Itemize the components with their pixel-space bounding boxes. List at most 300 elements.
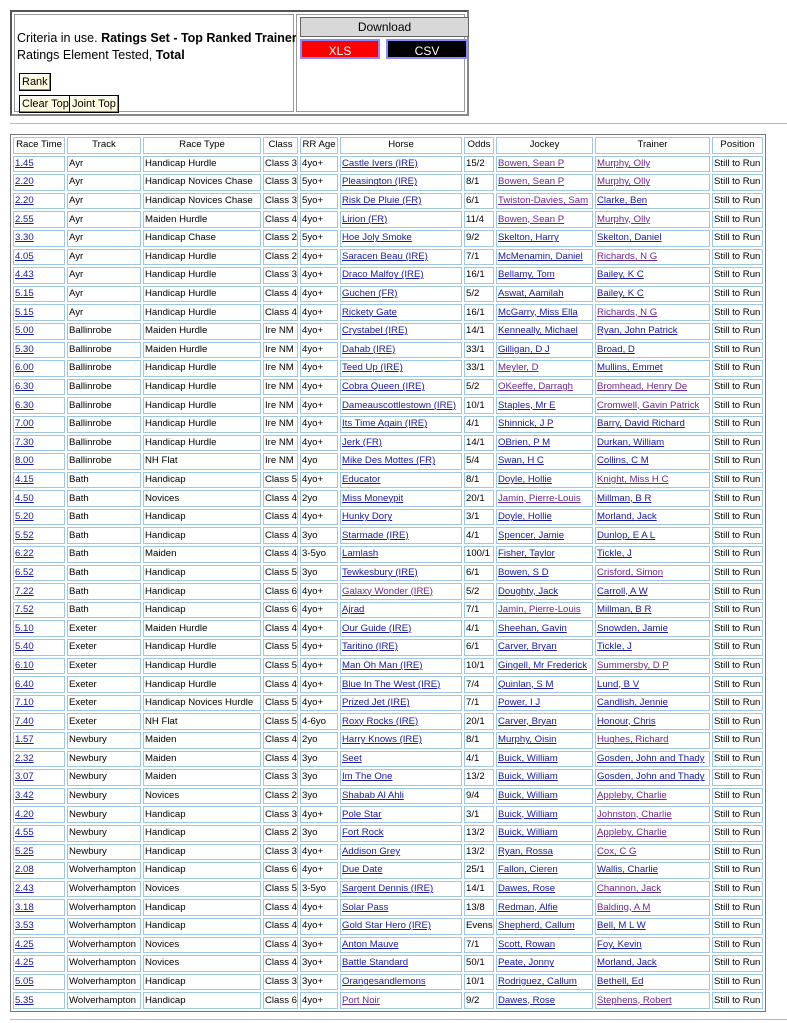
jockey-link[interactable]: Bellamy, Tom xyxy=(498,269,555,281)
table-cell xyxy=(496,639,593,656)
race-time-link[interactable]: 4.50 xyxy=(15,492,34,504)
trainer-link[interactable]: Bromhead, Henry De xyxy=(597,381,688,393)
race-time-link[interactable]: 2.08 xyxy=(15,864,34,876)
jockey-link[interactable]: Redman, Alfie xyxy=(498,901,558,913)
horse-link[interactable]: Saracen Beau (IRE) xyxy=(342,250,428,262)
race-type-cell: Handicap Hurdle xyxy=(143,639,261,656)
race-time-link[interactable]: 7.40 xyxy=(15,715,34,727)
jockey-link[interactable]: Scott, Rowan xyxy=(498,938,556,950)
odds-cell: 100/1 xyxy=(464,546,494,563)
table-cell xyxy=(13,844,65,861)
table-cell xyxy=(13,472,65,489)
table-cell xyxy=(340,713,462,730)
age-cell: 3yo xyxy=(300,769,338,786)
table-row xyxy=(13,211,763,228)
jockey-link[interactable]: Buick, William xyxy=(498,752,558,764)
horse-link[interactable]: Lirion (FR) xyxy=(342,213,388,225)
table-row xyxy=(13,974,763,991)
trainer-link[interactable]: Dunlop, E A L xyxy=(597,529,656,541)
table-row xyxy=(13,304,763,321)
table-cell xyxy=(13,602,65,619)
jockey-link[interactable]: Buick, William xyxy=(498,771,558,783)
jockey-link[interactable]: Power, I J xyxy=(498,697,541,709)
horse-link[interactable]: Its Time Again (IRE) xyxy=(342,418,428,430)
horse-link[interactable]: Starmade (IRE) xyxy=(342,529,409,541)
trainer-link[interactable]: Stephens, Robert xyxy=(597,994,672,1006)
table-row xyxy=(13,955,763,972)
horse-link[interactable]: Teed Up (IRE) xyxy=(342,362,403,374)
jockey-link[interactable]: Bowen, S D xyxy=(498,566,549,578)
race-time-link[interactable]: 5.05 xyxy=(15,976,34,988)
class-cell: Class 6 xyxy=(263,583,298,600)
trainer-link[interactable]: Channon, Jack xyxy=(597,883,661,895)
horse-link[interactable]: Cobra Queen (IRE) xyxy=(342,381,425,393)
table-row xyxy=(13,620,763,637)
trainer-link[interactable]: Crisford, Simon xyxy=(597,566,664,578)
race-time-link[interactable]: 6.30 xyxy=(15,381,34,393)
table-cell xyxy=(595,713,710,730)
trainer-link[interactable]: Foy, Kevin xyxy=(597,938,642,950)
table-cell xyxy=(340,639,462,656)
track-cell: Bath xyxy=(67,472,141,489)
jockey-link[interactable]: Jamin, Pierre-Louis xyxy=(498,604,581,616)
jockey-link[interactable]: Shinnick, J P xyxy=(498,418,554,430)
horse-link[interactable]: Dahab (IRE) xyxy=(342,343,396,355)
horse-link[interactable]: Hoe Joly Smoke xyxy=(342,232,412,244)
trainer-link[interactable]: Murphy, Olly xyxy=(597,213,651,225)
odds-cell: 10/1 xyxy=(464,974,494,991)
race-time-link[interactable]: 4.05 xyxy=(15,250,34,262)
clear-top-button[interactable]: Clear Top xyxy=(19,95,72,113)
horse-link[interactable]: Castle Ivers (IRE) xyxy=(342,157,418,169)
table-cell xyxy=(496,732,593,749)
jockey-link[interactable]: Quinlan, S M xyxy=(498,678,554,690)
race-time-link[interactable]: 3.42 xyxy=(15,790,34,802)
table-cell xyxy=(340,862,462,879)
trainer-link[interactable]: Durkan, William xyxy=(597,436,665,448)
horse-link[interactable]: Pleasington (IRE) xyxy=(342,176,418,188)
track-cell: Wolverhampton xyxy=(67,881,141,898)
race-time-link[interactable]: 5.15 xyxy=(15,306,34,318)
table-cell xyxy=(496,751,593,768)
age-cell: 4yo+ xyxy=(300,862,338,879)
race-time-link[interactable]: 1.57 xyxy=(15,734,34,746)
jockey-link[interactable]: McMenamin, Daniel xyxy=(498,250,583,262)
race-time-link[interactable]: 5.52 xyxy=(15,529,34,541)
table-cell xyxy=(340,788,462,805)
trainer-link[interactable]: Barry, David Richard xyxy=(597,418,685,430)
horse-link[interactable]: Anton Mauve xyxy=(342,938,399,950)
race-time-link[interactable]: 7.30 xyxy=(15,436,34,448)
horse-link[interactable]: Galaxy Wonder (IRE) xyxy=(342,585,433,597)
race-time-link[interactable]: 5.40 xyxy=(15,641,34,653)
trainer-link[interactable]: Lund, B V xyxy=(597,678,640,690)
horse-link[interactable]: Battle Standard xyxy=(342,957,409,969)
jockey-link[interactable]: OBrien, P M xyxy=(498,436,551,448)
race-time-link[interactable]: 7.00 xyxy=(15,418,34,430)
class-cell: Class 5 xyxy=(263,881,298,898)
jockey-link[interactable]: Sheehan, Gavin xyxy=(498,622,567,634)
jockey-link[interactable]: Dawes, Rose xyxy=(498,883,556,895)
trainer-link[interactable]: Cox, C G xyxy=(597,845,637,857)
trainer-link[interactable]: Gosden, John and Thady xyxy=(597,771,705,783)
table-row xyxy=(13,267,763,284)
table-cell xyxy=(595,379,710,396)
jockey-link[interactable]: Ryan, Rossa xyxy=(498,845,553,857)
race-time-link[interactable]: 6.22 xyxy=(15,548,34,560)
table-cell xyxy=(13,435,65,452)
trainer-link[interactable]: Honour, Chris xyxy=(597,715,656,727)
odds-cell: 6/1 xyxy=(464,193,494,210)
position-cell: Still to Run xyxy=(712,546,763,563)
age-cell: 4yo+ xyxy=(300,602,338,619)
horse-link[interactable]: Pole Star xyxy=(342,808,382,820)
class-cell: Class 4 xyxy=(263,509,298,526)
race-time-link[interactable]: 8.00 xyxy=(15,455,34,467)
jockey-link[interactable]: Fisher, Taylor xyxy=(498,548,555,560)
race-time-link[interactable]: 1.45 xyxy=(15,157,34,169)
trainer-link[interactable]: Bailey, K C xyxy=(597,269,644,281)
trainer-link[interactable]: Appleby, Charlie xyxy=(597,790,667,802)
jockey-link[interactable]: Meyler, D xyxy=(498,362,539,374)
jockey-link[interactable]: McGarry, Miss Ella xyxy=(498,306,578,318)
trainer-link[interactable]: Skelton, Daniel xyxy=(597,232,662,244)
trainer-link[interactable]: Richards, N G xyxy=(597,306,658,318)
table-cell xyxy=(496,416,593,433)
odds-cell: 5/4 xyxy=(464,453,494,470)
age-cell: 4yo+ xyxy=(300,156,338,173)
class-cell: Class 4 xyxy=(263,620,298,637)
table-cell xyxy=(340,304,462,321)
horse-link[interactable]: Miss Moneypit xyxy=(342,492,404,504)
race-time-link[interactable]: 6.30 xyxy=(15,399,34,411)
horse-link[interactable]: Risk De Pluie (FR) xyxy=(342,195,422,207)
table-row xyxy=(13,899,763,916)
class-cell: Class 4 xyxy=(263,211,298,228)
trainer-link[interactable]: Balding, A M xyxy=(597,901,651,913)
horse-link[interactable]: Prized Jet (IRE) xyxy=(342,697,410,709)
position-cell: Still to Run xyxy=(712,416,763,433)
trainer-link[interactable]: Millman, B R xyxy=(597,604,652,616)
horse-link[interactable]: Crystabel (IRE) xyxy=(342,325,408,337)
table-cell xyxy=(496,881,593,898)
jockey-link[interactable]: Gilligan, D J xyxy=(498,343,550,355)
table-cell xyxy=(13,583,65,600)
age-cell: 4yo xyxy=(300,453,338,470)
table-cell xyxy=(595,862,710,879)
table-cell xyxy=(13,676,65,693)
position-cell: Still to Run xyxy=(712,844,763,861)
trainer-link[interactable]: Johnston, Charlie xyxy=(597,808,672,820)
horse-link[interactable]: Due Date xyxy=(342,864,383,876)
race-time-link[interactable]: 4.20 xyxy=(15,808,34,820)
jockey-link[interactable]: Gingell, Mr Frederick xyxy=(498,659,588,671)
column-header-position: Position xyxy=(712,137,763,154)
race-type-cell: Maiden Hurdle xyxy=(143,620,261,637)
class-cell: Class 6 xyxy=(263,862,298,879)
jockey-link[interactable]: Doyle, Hollie xyxy=(498,511,552,523)
race-time-link[interactable]: 4.15 xyxy=(15,473,34,485)
position-cell: Still to Run xyxy=(712,695,763,712)
table-cell xyxy=(340,490,462,507)
jockey-link[interactable]: Fallon, Cieren xyxy=(498,864,558,876)
track-cell: Newbury xyxy=(67,751,141,768)
race-time-link[interactable]: 5.35 xyxy=(15,994,34,1006)
table-cell xyxy=(496,527,593,544)
jockey-link[interactable]: Carver, Bryan xyxy=(498,641,557,653)
horse-link[interactable]: Taritino (IRE) xyxy=(342,641,398,653)
race-time-link[interactable]: 4.25 xyxy=(15,938,34,950)
horse-link[interactable]: Orangesandlemons xyxy=(342,976,426,988)
race-time-link[interactable]: 6.52 xyxy=(15,566,34,578)
class-cell: Class 3 xyxy=(263,174,298,191)
jockey-link[interactable]: Spencer, Jamie xyxy=(498,529,565,541)
class-cell: Ire NM xyxy=(263,379,298,396)
jockey-link[interactable]: Bowen, Sean P xyxy=(498,176,565,188)
position-cell: Still to Run xyxy=(712,527,763,544)
table-row xyxy=(13,732,763,749)
horse-link[interactable]: Lamlash xyxy=(342,548,379,560)
jockey-link[interactable]: Doyle, Hollie xyxy=(498,473,552,485)
jockey-link[interactable]: Peate, Jonny xyxy=(498,957,555,969)
trainer-link[interactable]: Bell, M L W xyxy=(597,920,646,932)
race-time-link[interactable]: 5.30 xyxy=(15,343,34,355)
csv-download-button[interactable]: CSV xyxy=(386,39,468,59)
table-row xyxy=(13,342,763,359)
jockey-link[interactable]: Buick, William xyxy=(498,827,558,839)
track-cell: Ballinrobe xyxy=(67,453,141,470)
race-time-link[interactable]: 3.30 xyxy=(15,232,34,244)
jockey-link[interactable]: Bowen, Sean P xyxy=(498,157,565,169)
horse-link[interactable]: Man Oh Man (IRE) xyxy=(342,659,423,671)
table-cell xyxy=(595,658,710,675)
table-cell xyxy=(340,602,462,619)
class-cell: Class 3 xyxy=(263,267,298,284)
horse-link[interactable]: Hunky Dory xyxy=(342,511,393,523)
trainer-link[interactable]: Appleby, Charlie xyxy=(597,827,667,839)
track-cell: Ayr xyxy=(67,249,141,266)
horse-link[interactable]: Gold Star Hero (IRE) xyxy=(342,920,432,932)
age-cell: 4yo+ xyxy=(300,304,338,321)
trainer-link[interactable]: Morland, Jack xyxy=(597,957,657,969)
table-row xyxy=(13,769,763,786)
table-cell xyxy=(13,193,65,210)
horse-link[interactable]: Im The One xyxy=(342,771,393,783)
position-cell: Still to Run xyxy=(712,583,763,600)
race-time-link[interactable]: 5.20 xyxy=(15,511,34,523)
horse-link[interactable]: Educator xyxy=(342,473,381,485)
trainer-link[interactable]: Tickle, J xyxy=(597,548,632,560)
horse-link[interactable]: Our Guide (IRE) xyxy=(342,622,412,634)
table-row xyxy=(13,862,763,879)
horse-link[interactable]: Blue In The West (IRE) xyxy=(342,678,441,690)
horse-link[interactable]: Draco Malfoy (IRE) xyxy=(342,269,424,281)
trainer-link[interactable]: Snowden, Jamie xyxy=(597,622,668,634)
race-time-link[interactable]: 3.07 xyxy=(15,771,34,783)
race-time-link[interactable]: 6.40 xyxy=(15,678,34,690)
race-type-cell: Novices xyxy=(143,937,261,954)
table-cell xyxy=(595,211,710,228)
trainer-link[interactable]: Murphy, Olly xyxy=(597,157,651,169)
table-row xyxy=(13,323,763,340)
horse-link[interactable]: Solar Pass xyxy=(342,901,389,913)
race-type-cell: Handicap Hurdle xyxy=(143,658,261,675)
table-row xyxy=(13,602,763,619)
table-cell xyxy=(595,899,710,916)
trainer-link[interactable]: Carroll, A W xyxy=(597,585,648,597)
trainer-link[interactable]: Bailey, K C xyxy=(597,288,644,300)
jockey-link[interactable]: Staples, Mr E xyxy=(498,399,556,411)
trainer-link[interactable]: Tickle, J xyxy=(597,641,632,653)
odds-cell: 5/2 xyxy=(464,286,494,303)
horse-link[interactable]: Sargent Dennis (IRE) xyxy=(342,883,434,895)
position-cell: Still to Run xyxy=(712,751,763,768)
race-time-link[interactable]: 5.15 xyxy=(15,288,34,300)
trainer-link[interactable]: Bethell, Ed xyxy=(597,976,644,988)
race-time-link[interactable]: 6.00 xyxy=(15,362,34,374)
jockey-link[interactable]: Shepherd, Callum xyxy=(498,920,575,932)
horse-link[interactable]: Shabab Al Ahli xyxy=(342,790,404,802)
horse-link[interactable]: Rickety Gate xyxy=(342,306,397,318)
joint-top-button[interactable]: Joint Top xyxy=(69,95,119,113)
odds-cell: 4/1 xyxy=(464,620,494,637)
race-time-link[interactable]: 6.10 xyxy=(15,659,34,671)
jockey-link[interactable]: Doughty, Jack xyxy=(498,585,559,597)
race-time-link[interactable]: 5.25 xyxy=(15,845,34,857)
trainer-link[interactable]: Morland, Jack xyxy=(597,511,657,523)
position-cell: Still to Run xyxy=(712,565,763,582)
age-cell: 4yo+ xyxy=(300,249,338,266)
odds-cell: 20/1 xyxy=(464,490,494,507)
class-cell: Class 2 xyxy=(263,249,298,266)
trainer-link[interactable]: Clarke, Ben xyxy=(597,195,648,207)
rank-button[interactable]: Rank xyxy=(19,73,51,91)
track-cell: Wolverhampton xyxy=(67,937,141,954)
race-type-cell: Handicap xyxy=(143,862,261,879)
horse-link[interactable]: Dameauscottlestown (IRE) xyxy=(342,399,457,411)
trainer-link[interactable]: Broad, D xyxy=(597,343,635,355)
table-row xyxy=(13,751,763,768)
table-cell xyxy=(595,676,710,693)
trainer-link[interactable]: Ryan, John Patrick xyxy=(597,325,678,337)
table-cell xyxy=(340,844,462,861)
table-cell xyxy=(13,862,65,879)
trainer-link[interactable]: Gosden, John and Thady xyxy=(597,752,705,764)
race-time-link[interactable]: 2.32 xyxy=(15,752,34,764)
table-cell xyxy=(496,992,593,1009)
jockey-link[interactable]: Jamin, Pierre-Louis xyxy=(498,492,581,504)
table-cell xyxy=(340,211,462,228)
race-time-link[interactable]: 3.53 xyxy=(15,920,34,932)
race-type-cell: Handicap Hurdle xyxy=(143,360,261,377)
jockey-link[interactable]: Kenneally, Michael xyxy=(498,325,578,337)
race-time-link[interactable]: 7.10 xyxy=(15,697,34,709)
odds-cell: 9/2 xyxy=(464,230,494,247)
jockey-link[interactable]: Bowen, Sean P xyxy=(498,213,565,225)
horse-link[interactable]: Harry Knows (IRE) xyxy=(342,734,422,746)
trainer-link[interactable]: Candlish, Jennie xyxy=(597,697,668,709)
race-type-cell: Handicap xyxy=(143,825,261,842)
xls-download-button[interactable]: XLS xyxy=(300,39,380,59)
race-type-cell: Handicap Hurdle xyxy=(143,304,261,321)
race-time-link[interactable]: 2.55 xyxy=(15,213,34,225)
horse-link[interactable]: Mike Des Mottes (FR) xyxy=(342,455,436,467)
horse-link[interactable]: Guchen (FR) xyxy=(342,288,398,300)
race-type-cell: Handicap xyxy=(143,602,261,619)
odds-cell: 10/1 xyxy=(464,658,494,675)
table-cell xyxy=(13,323,65,340)
horse-link[interactable]: Seet xyxy=(342,752,362,764)
jockey-link[interactable]: Buick, William xyxy=(498,808,558,820)
trainer-link[interactable]: Knight, Miss H C xyxy=(597,473,669,485)
race-time-link[interactable]: 7.22 xyxy=(15,585,34,597)
table-cell xyxy=(340,899,462,916)
jockey-link[interactable]: Buick, William xyxy=(498,790,558,802)
horse-link[interactable]: Jerk (FR) xyxy=(342,436,382,448)
jockey-link[interactable]: Swan, H C xyxy=(498,455,544,467)
race-time-link[interactable]: 2.43 xyxy=(15,883,34,895)
race-time-link[interactable]: 5.10 xyxy=(15,622,34,634)
jockey-link[interactable]: Carver, Bryan xyxy=(498,715,557,727)
jockey-link[interactable]: Skelton, Harry xyxy=(498,232,559,244)
horse-link[interactable]: Tewkesbury (IRE) xyxy=(342,566,418,578)
position-cell: Still to Run xyxy=(712,267,763,284)
trainer-link[interactable]: Mullins, Emmet xyxy=(597,362,663,374)
race-time-link[interactable]: 2.20 xyxy=(15,176,34,188)
trainer-link[interactable]: Murphy, Olly xyxy=(597,176,651,188)
horse-link[interactable]: Roxy Rocks (IRE) xyxy=(342,715,419,727)
race-time-link[interactable]: 4.25 xyxy=(15,957,34,969)
race-time-link[interactable]: 4.55 xyxy=(15,827,34,839)
trainer-link[interactable]: Cromwell, Gavin Patrick xyxy=(597,399,700,411)
jockey-link[interactable]: Twiston-Davies, Sam xyxy=(498,195,589,207)
track-cell: Exeter xyxy=(67,620,141,637)
table-cell xyxy=(13,806,65,823)
race-type-cell: Handicap Hurdle xyxy=(143,267,261,284)
horse-link[interactable]: Addison Grey xyxy=(342,845,401,857)
trainer-link[interactable]: Richards, N G xyxy=(597,250,658,262)
table-cell xyxy=(496,658,593,675)
race-time-link[interactable]: 4.43 xyxy=(15,269,34,281)
position-cell: Still to Run xyxy=(712,881,763,898)
class-cell: Class 2 xyxy=(263,825,298,842)
race-time-link[interactable]: 3.18 xyxy=(15,901,34,913)
jockey-link[interactable]: Murphy, Oisin xyxy=(498,734,557,746)
race-time-link[interactable]: 5.00 xyxy=(15,325,34,337)
trainer-link[interactable]: Hughes, Richard xyxy=(597,734,669,746)
jockey-link[interactable]: Rodriguez, Callum xyxy=(498,976,577,988)
horse-link[interactable]: Ajrad xyxy=(342,604,365,616)
odds-cell: 11/4 xyxy=(464,211,494,228)
jockey-link[interactable]: Dawes, Rose xyxy=(498,994,556,1006)
race-type-cell: Novices xyxy=(143,490,261,507)
race-type-cell: Handicap xyxy=(143,806,261,823)
trainer-link[interactable]: Summersby, D P xyxy=(597,659,669,671)
table-cell xyxy=(13,732,65,749)
class-cell: Class 4 xyxy=(263,732,298,749)
trainer-link[interactable]: Millman, B R xyxy=(597,492,652,504)
jockey-link[interactable]: OKeeffe, Darragh xyxy=(498,381,574,393)
horse-link[interactable]: Fort Rock xyxy=(342,827,384,839)
jockey-link[interactable]: Aswat, Aamilah xyxy=(498,288,564,300)
trainer-link[interactable]: Wallis, Charlie xyxy=(597,864,658,876)
horse-link[interactable]: Port Noir xyxy=(342,994,380,1006)
race-time-link[interactable]: 7.52 xyxy=(15,604,34,616)
table-row xyxy=(13,639,763,656)
age-cell: 3yo xyxy=(300,788,338,805)
race-time-link[interactable]: 2.20 xyxy=(15,195,34,207)
trainer-link[interactable]: Collins, C M xyxy=(597,455,649,467)
